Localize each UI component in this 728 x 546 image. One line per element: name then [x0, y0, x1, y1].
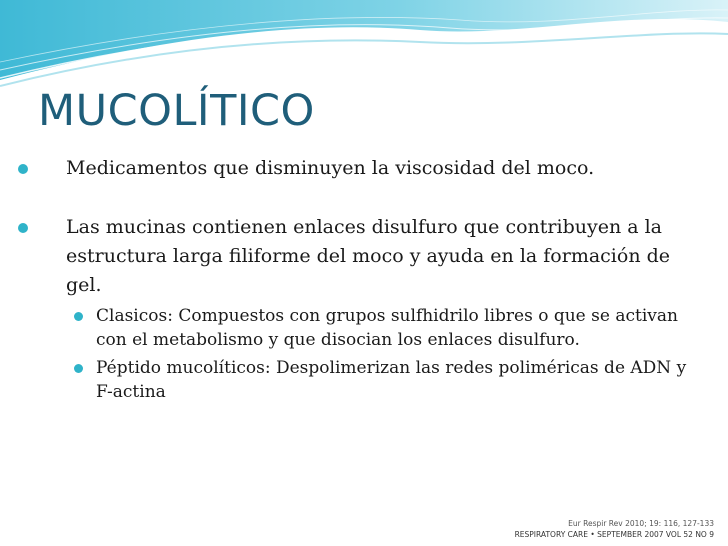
circle-bullet-icon [74, 312, 83, 321]
sub-bullet-item [18, 356, 708, 404]
bullet-text: Las mucinas contienen enlaces disulfuro que contribuyen a la estructura larga filiforme del moco y ayuda en la formación de gel. [66, 216, 671, 296]
citation [515, 518, 714, 540]
sub-bullet-text: Clasicos: Compuestos con grupos sulfhidrilo libres o que se activan con el metabolismo y que disocian los enlaces disulfuro. [96, 306, 678, 350]
circle-bullet-icon [18, 223, 28, 233]
sub-bullet-item [18, 304, 708, 352]
slide-content [18, 154, 708, 404]
sub-bullet-text: Péptido mucolíticos: Despolimerizan las redes poliméricas de ADN y F-actina [96, 358, 687, 402]
bullet-text: Medicamentos que disminuyen la viscosidad del moco. [66, 157, 595, 179]
citation-line: Eur Respir Rev 2010; 19: 116, 127-133 [568, 519, 714, 528]
bullet-item [18, 213, 708, 300]
circle-bullet-icon [18, 164, 28, 174]
citation-line: RESPIRATORY CARE • SEPTEMBER 2007 VOL 52 NO 9 [514, 530, 714, 539]
circle-bullet-icon [74, 364, 83, 373]
bullet-item [18, 154, 708, 183]
header-wave-decoration [0, 0, 728, 90]
slide-title: MUCOLÍTICO [38, 86, 315, 136]
